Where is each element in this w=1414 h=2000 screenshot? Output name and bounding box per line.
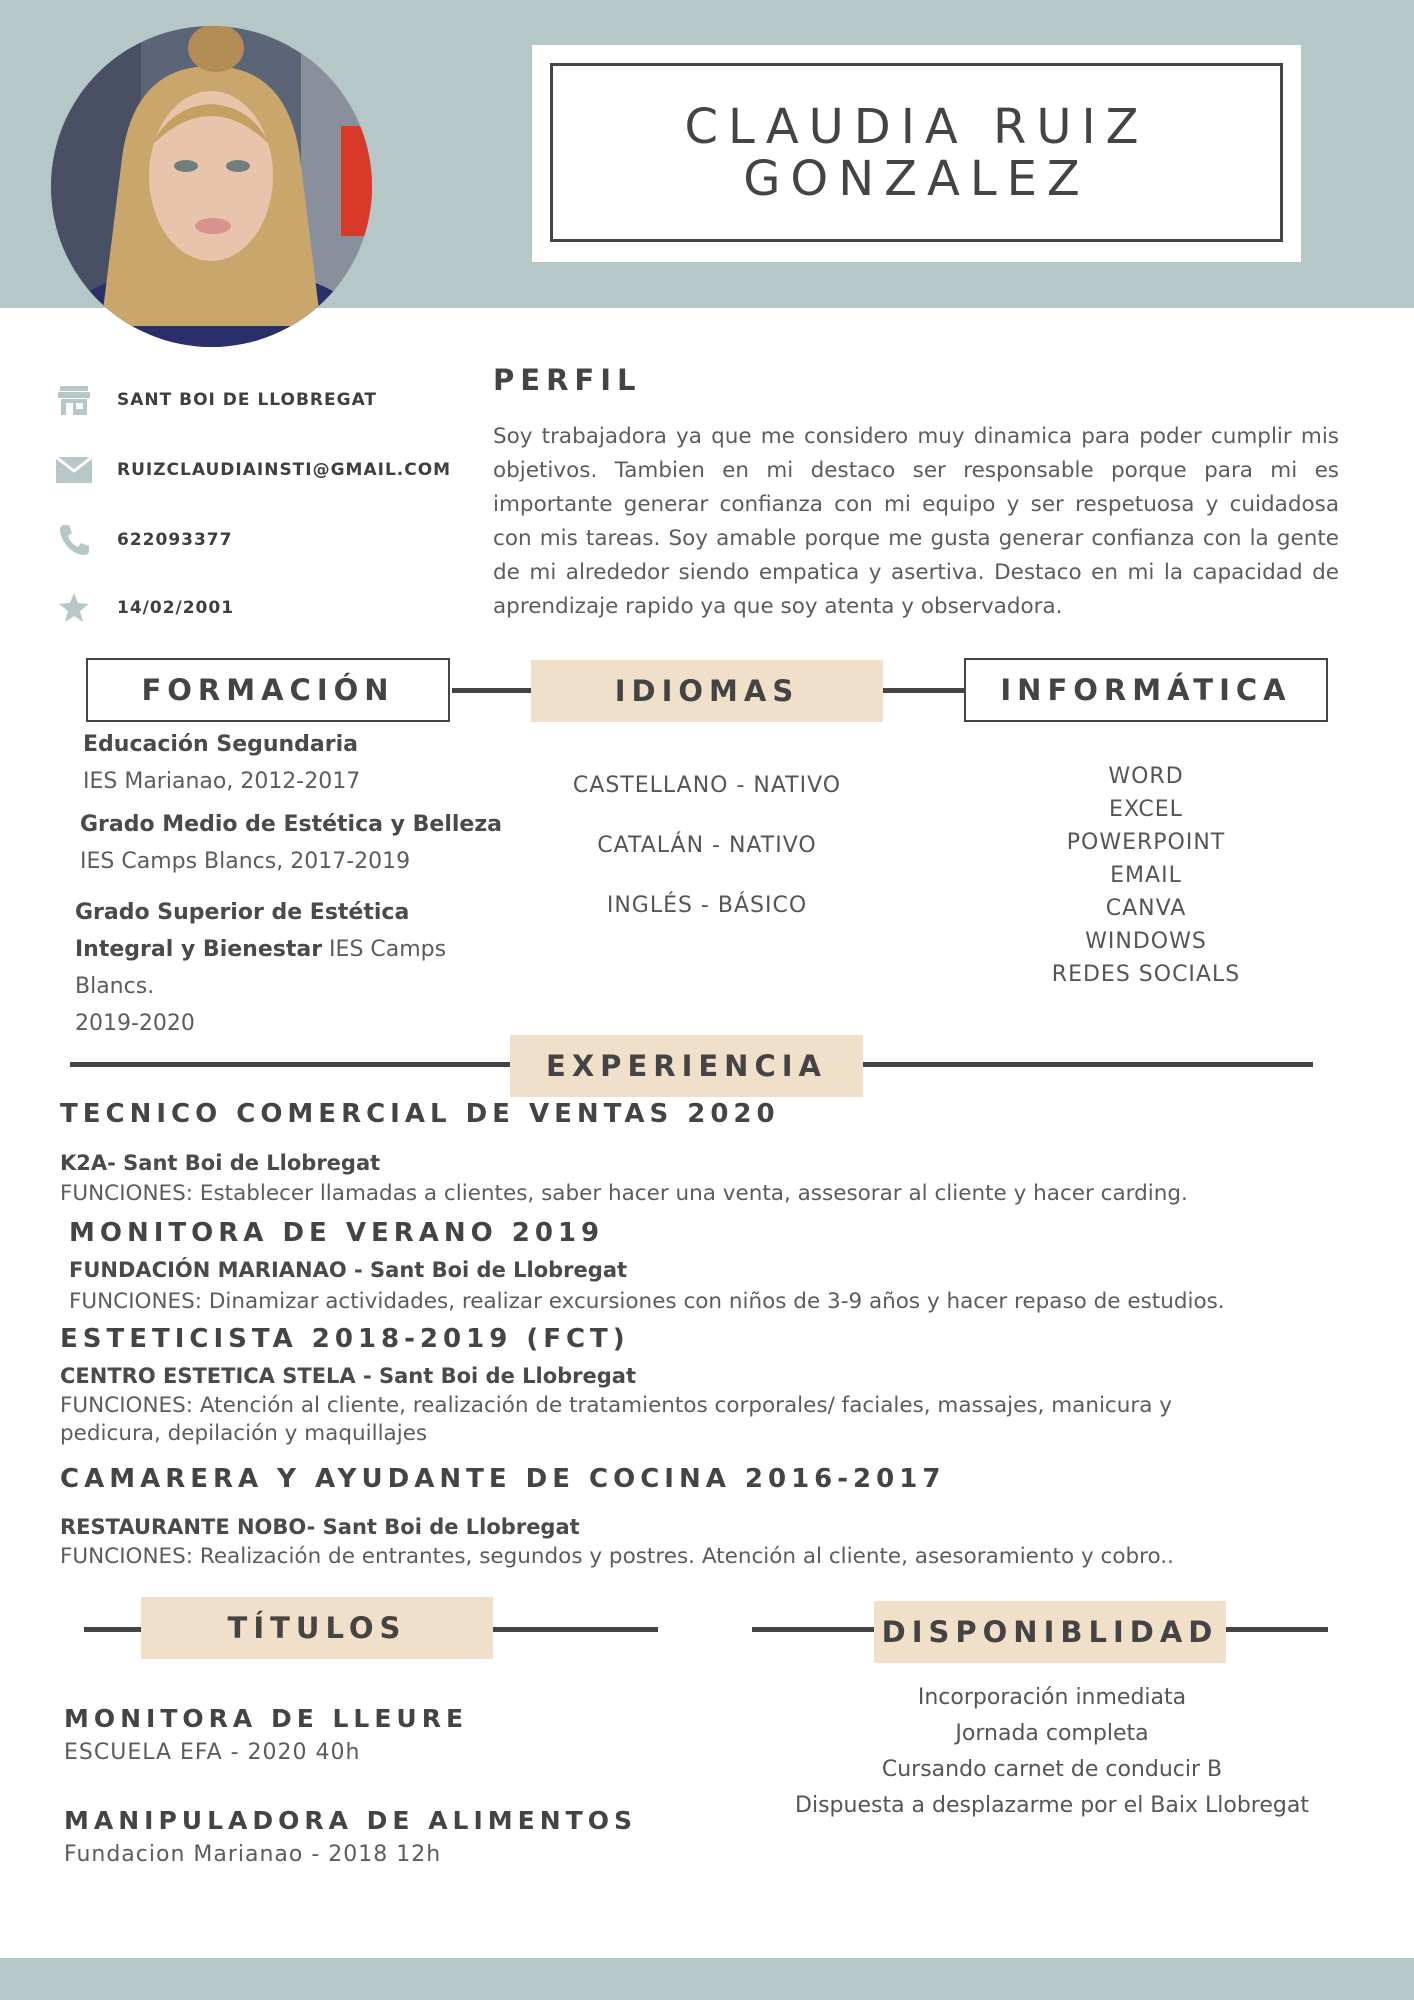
titulo-name: MANIPULADORA DE ALIMENTOS [64,1806,637,1835]
location-text: SANT BOI DE LLOBREGAT [117,390,377,410]
name-last: GONZALEZ [743,150,1090,207]
name-box [532,45,1301,262]
job-title: TECNICO COMERCIAL DE VENTAS 2020 [60,1099,780,1129]
birthdate-text: 14/02/2001 [117,598,235,618]
titulo-detail: ESCUELA EFA - 2020 40h [64,1740,361,1765]
envelope-icon [56,452,92,488]
divider-line [882,688,964,693]
phone-text: 622093377 [117,530,233,550]
contact-email [56,452,451,488]
job-company: CENTRO ESTETICA STELA - Sant Boi de Llobregat [60,1364,637,1388]
skill-item: REDES SOCIALS [1051,962,1241,987]
job-company: RESTAURANTE NOBO- Sant Boi de Llobregat [60,1515,580,1539]
divider-line [452,688,532,693]
availability-item: Jornada completa [955,1721,1149,1746]
experiencia-heading: EXPERIENCIA [510,1035,863,1097]
skill-item: EMAIL [1110,863,1182,888]
titulo-name: MONITORA DE LLEURE [64,1704,469,1733]
idiomas-list [531,756,883,936]
job-title: MONITORA DE VERANO 2019 [69,1218,605,1248]
profile-photo [51,26,372,347]
disponibilidad-list [752,1680,1352,1824]
job-company: FUNDACIÓN MARIANAO - Sant Boi de Llobregat [69,1258,628,1282]
phone-icon [56,522,92,558]
contact-location [56,382,377,418]
perfil-text: Soy trabajadora ya que me considero muy dinamica para poder cumplir mis objetivos. Tambien en mi destaco ser responsable porque para mi es importante generar confianza con mi equipo y ser respetuosa y cuidadosa con mis tareas. Soy amable porque me gusta generar confianza con la gente de mi alrededor siendo empatica y asertiva. Destaco en mi la capacidad de aprendizaje rapido ya que soy atenta y observadora. [493,424,1339,619]
skill-item: WORD [1108,764,1184,789]
job-description-line: pedicura, depilación y maquillajes [60,1421,428,1446]
contact-birthdate [56,590,234,626]
star-icon [56,590,92,626]
titulo-detail: Fundacion Marianao - 2018 12h [64,1842,442,1867]
skill-item: CANVA [1105,896,1187,921]
job-title: CAMARERA Y AYUDANTE DE COCINA 2016-2017 [60,1464,946,1494]
job-description: FUNCIONES: Dinamizar actividades, realizar excursiones con niños de 3-9 años y hacer repaso de estudios. [69,1289,1225,1314]
informatica-list [964,760,1328,991]
job-company: K2A- Sant Boi de Llobregat [60,1151,381,1175]
skill-item: WINDOWS [1085,929,1207,954]
job-description [60,1392,1172,1448]
job-title: ESTETICISTA 2018-2019 (FCT) [60,1324,630,1354]
formacion-item [75,894,446,1042]
email-text: RUIZCLAUDIAINSTI@GMAIL.COM [117,460,452,480]
job-description-line: FUNCIONES: Atención al cliente, realización de tratamientos corporales/ faciales, massajes, manicura y [60,1393,1172,1418]
availability-item: Dispuesta a desplazarme por el Baix Llobregat [795,1793,1309,1818]
job-description: FUNCIONES: Realización de entrantes, segundos y postres. Atención al cliente, asesoramiento y cobro.. [60,1544,1174,1569]
formacion-item [83,726,360,800]
perfil-heading: PERFIL [493,363,642,397]
language-item: INGLÉS - BÁSICO [606,893,808,918]
name-frame [550,63,1283,242]
degree: Integral y Bienestar [75,937,323,962]
formacion-heading: FORMACIÓN [86,658,450,722]
degree: Grado Superior de Estética [75,900,410,925]
language-item: CASTELLANO - NATIVO [572,773,842,798]
informatica-heading: INFORMÁTICA [964,658,1328,722]
idiomas-heading: IDIOMAS [531,660,883,722]
skill-item: POWERPOINT [1066,830,1226,855]
skill-item: EXCEL [1109,797,1183,822]
school: Blancs. [75,974,155,999]
school: IES Marianao, 2012-2017 [83,769,361,794]
store-icon [56,382,92,418]
availability-item: Incorporación inmediata [917,1685,1187,1710]
school: IES Camps Blancs, 2017-2019 [80,849,411,874]
years: 2019-2020 [75,1011,195,1036]
formacion-item [80,806,502,880]
titulos-heading: TÍTULOS [141,1597,493,1659]
school: IES Camps [322,937,447,962]
degree: Grado Medio de Estética y Belleza [80,812,502,837]
contact-phone [56,522,232,558]
degree: Educación Segundaria [83,732,359,757]
disponibilidad-heading: DISPONIBLIDAD [874,1601,1226,1663]
footer-band [0,1958,1414,2000]
language-item: CATALÁN - NATIVO [597,833,817,858]
job-description: FUNCIONES: Establecer llamadas a clientes, saber hacer una venta, assesorar al cliente y hacer carding. [60,1181,1188,1206]
name-first: CLAUDIA RUIZ [684,98,1149,155]
availability-item: Cursando carnet de conducir B [881,1757,1223,1782]
